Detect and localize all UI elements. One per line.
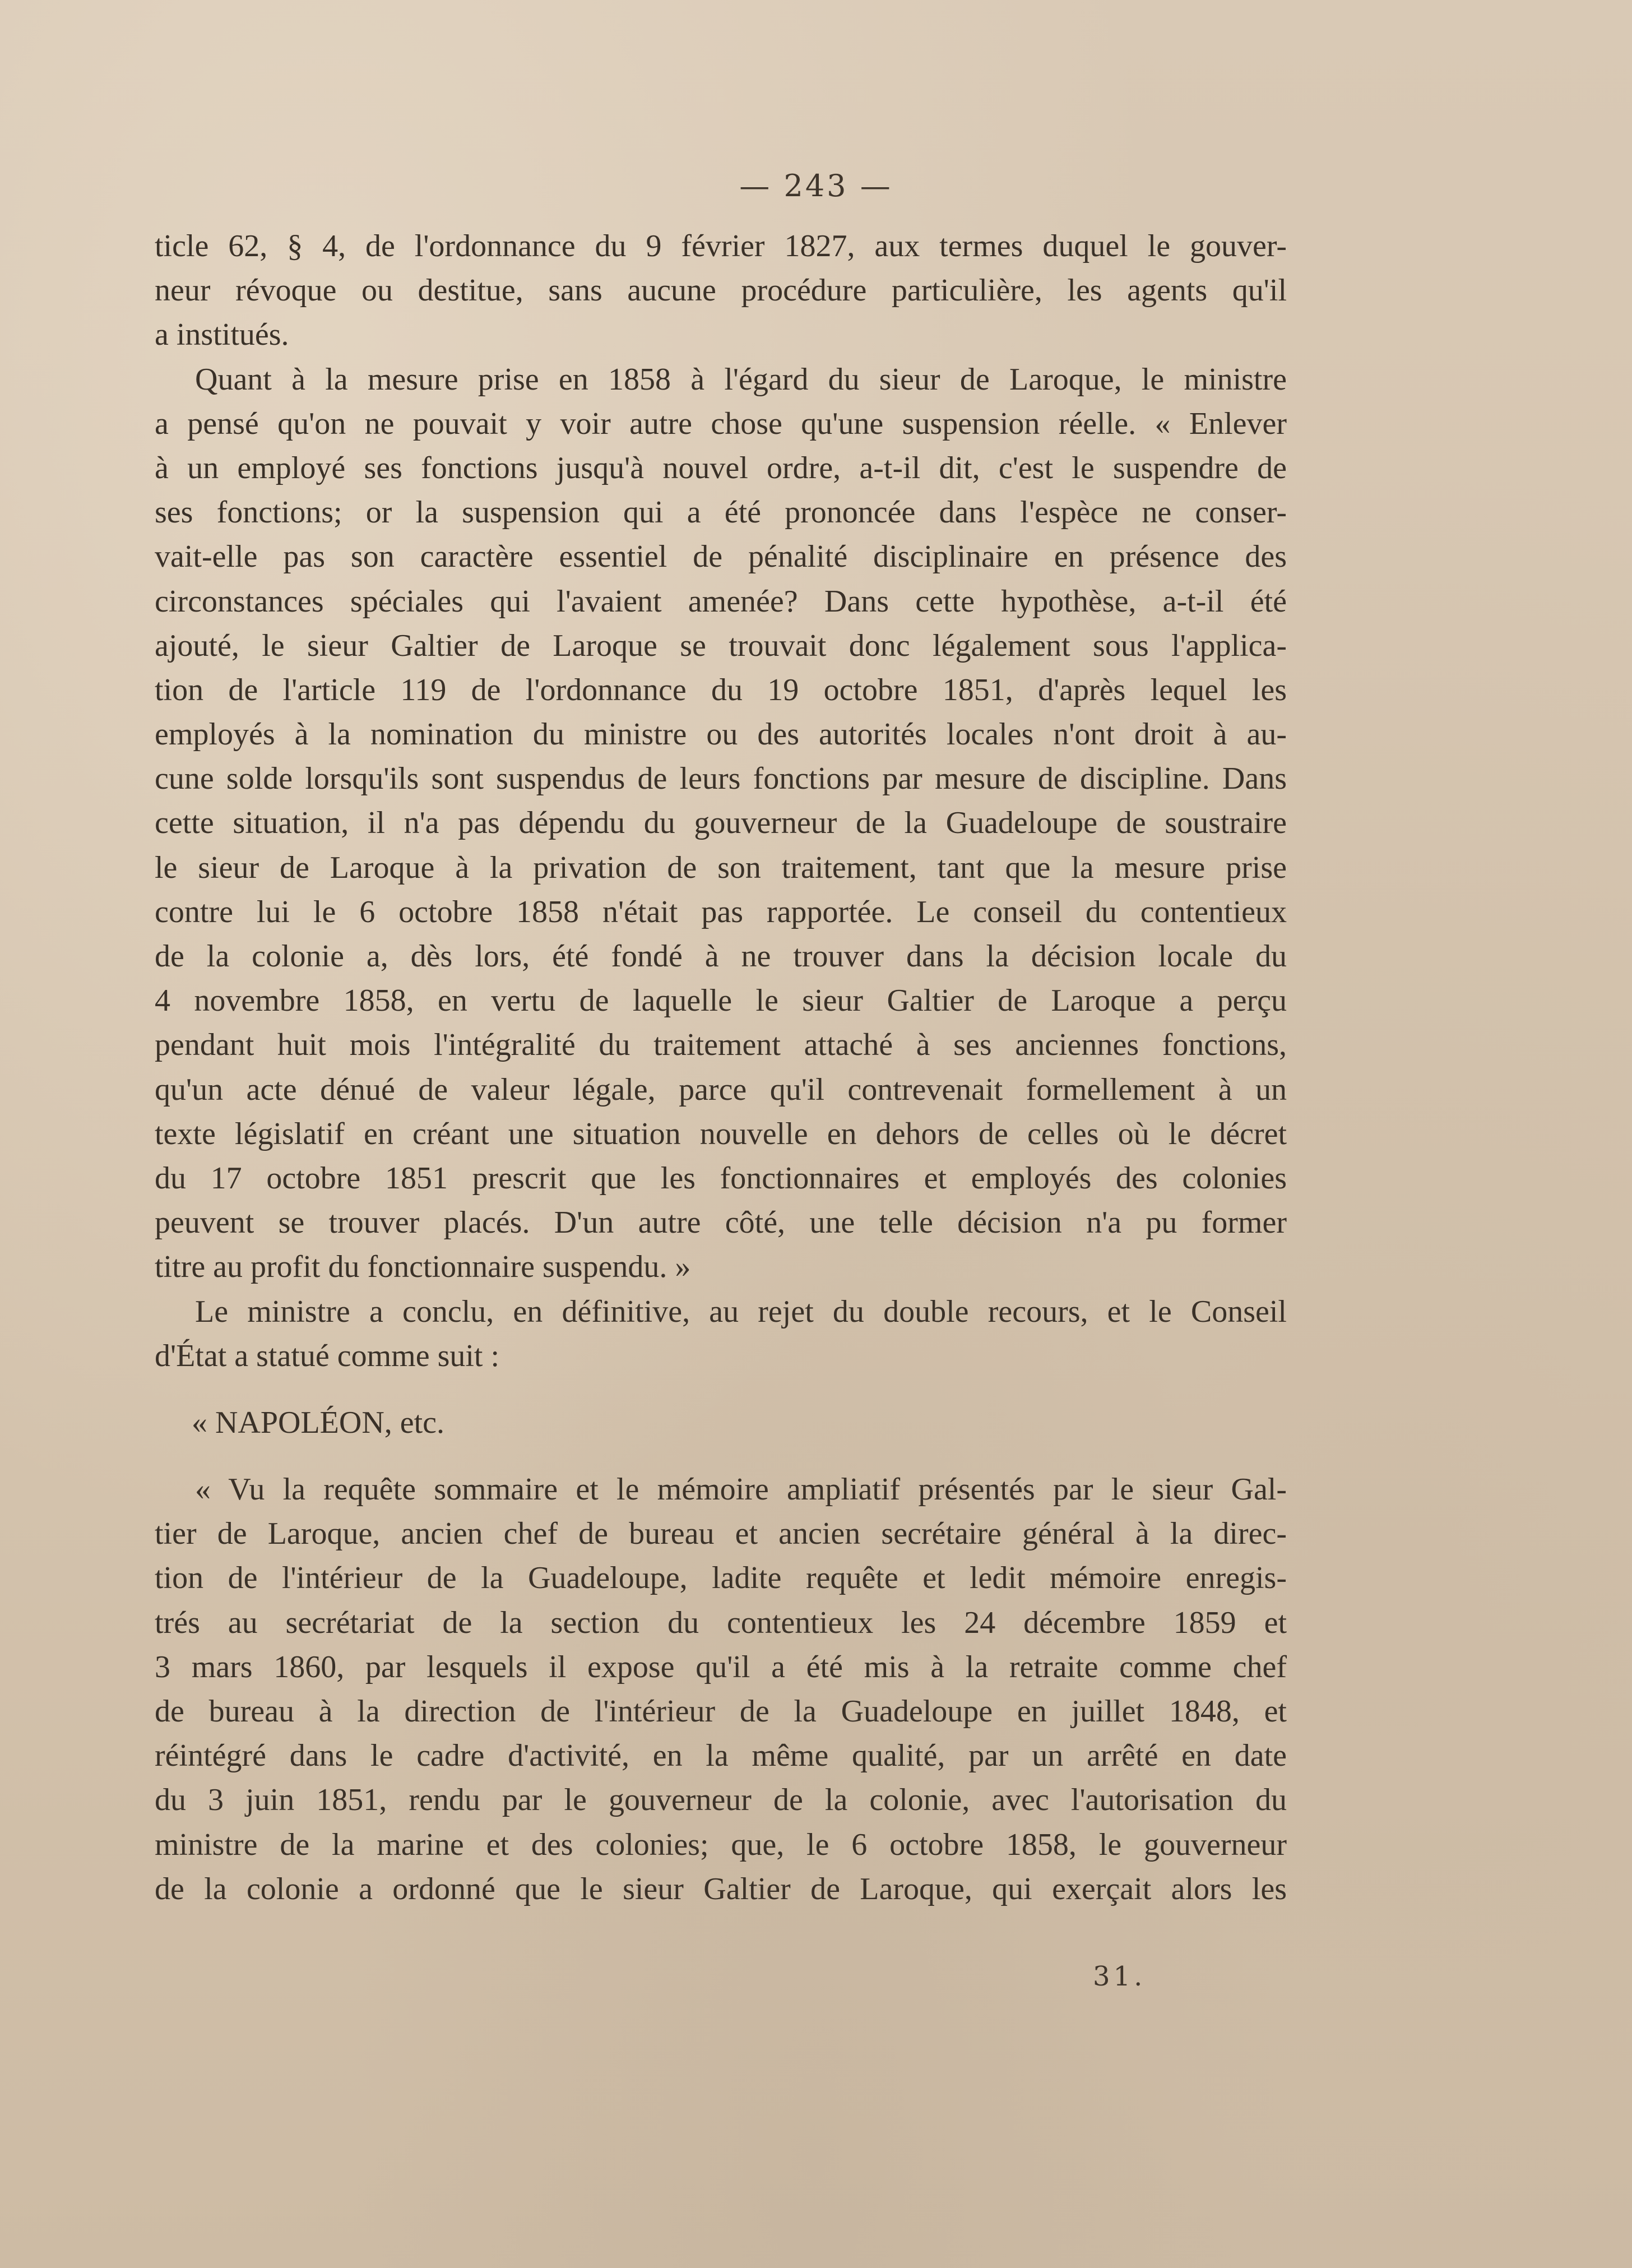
spacer [155, 1445, 1287, 1468]
text-line: ses fonctions; or la suspension qui a été prononcée dans l'espèce ne conser- [155, 495, 1287, 530]
text-line: ministre de la marine et des colonies; que, le 6 octobre 1858, le gouverneur [155, 1827, 1287, 1862]
text-line: vait-elle pas son caractère essentiel de pénalité disciplinaire en présence des [155, 539, 1287, 575]
text-line: a institués. [155, 317, 289, 353]
text-line: ticle 62, § 4, de l'ordonnance du 9 février 1827, aux termes duquel le gouver- [155, 229, 1287, 263]
text-line: tier de Laroque, ancien chef de bureau et ancien secrétaire général à la direc- [155, 1516, 1287, 1552]
text-line: du 3 juin 1851, rendu par le gouverneur de la colonie, avec l'autorisation du [155, 1783, 1287, 1818]
text-line: neur révoque ou destitue, sans aucune procédure particulière, les agents qu'il [155, 273, 1287, 308]
text-line: réintégré dans le cadre d'activité, en la même qualité, par un arrêté en date [155, 1738, 1287, 1774]
text-line: trés au secrétariat de la section du contentieux les 24 décembre 1859 et [155, 1605, 1287, 1640]
text-line: qu'un acte dénué de valeur légale, parce qu'il contrevenait formellement à un [155, 1072, 1287, 1107]
text-line: cune solde lorsqu'ils sont suspendus de leurs fonctions par mesure de discipline. Dans [155, 761, 1287, 797]
text-line: du 17 octobre 1851 prescrit que les fonctionnaires et employés des colonies [155, 1160, 1287, 1196]
text-line: texte législatif en créant une situation nouvelle en dehors de celles où le décret [155, 1116, 1287, 1151]
text-line: employés à la nomination du ministre ou des autorités locales n'ont droit à au- [155, 717, 1287, 752]
text-line: peuvent se trouver placés. D'un autre côté, une telle décision n'a pu former [155, 1205, 1287, 1241]
text-line: 4 novembre 1858, en vertu de laquelle le sieur Galtier de Laroque a perçu [155, 983, 1287, 1019]
page-number: — 243 — [739, 168, 893, 203]
text-line: de la colonie a, dès lors, été fondé à ne trouver dans la décision locale du [155, 939, 1287, 974]
body-text [155, 224, 1287, 1911]
text-line: cette situation, il n'a pas dépendu du gouverneur de la Guadeloupe de soustraire [155, 806, 1287, 841]
text-line: titre au profit du fonctionnaire suspendu. » [155, 1249, 691, 1285]
signature-mark: 31. [1093, 1961, 1146, 1992]
text-line: ajouté, le sieur Galtier de Laroque se trouvait donc légalement sous l'applica- [155, 628, 1287, 663]
text-line: le sieur de Laroque à la privation de son traitement, tant que la mesure prise [155, 850, 1287, 885]
decree-heading: « NAPOLÉON, etc. [192, 1405, 445, 1440]
text-line: Quant à la mesure prise en 1858 à l'égard du sieur de Laroque, le ministre [195, 362, 1287, 397]
text-line: circonstances spéciales qui l'avaient amenée? Dans cette hypothèse, a-t-il été [155, 584, 1287, 619]
text-line: pendant huit mois l'intégralité du traitement attaché à ses anciennes fonctions, [155, 1027, 1287, 1063]
text-line: « Vu la requête sommaire et le mémoire ampliatif présentés par le sieur Gal- [195, 1472, 1287, 1507]
spacer [155, 1378, 1287, 1401]
text-line: d'État a statué comme suit : [155, 1338, 500, 1373]
text-line: 3 mars 1860, par lesquels il expose qu'il a été mis à la retraite comme chef [155, 1649, 1287, 1684]
text-line: a pensé qu'on ne pouvait y voir autre chose qu'une suspension réelle. « Enlever [155, 406, 1287, 441]
text-line: tion de l'article 119 de l'ordonnance du 19 octobre 1851, d'après lequel les [155, 672, 1287, 707]
text-line: tion de l'intérieur de la Guadeloupe, ladite requête et ledit mémoire enregis- [155, 1561, 1287, 1596]
text-line: Le ministre a conclu, en définitive, au rejet du double recours, et le Conseil [195, 1294, 1287, 1329]
text-line: à un employé ses fonctions jusqu'à nouvel ordre, a-t-il dit, c'est le suspendre de [155, 450, 1287, 485]
text-line: de la colonie a ordonné que le sieur Galtier de Laroque, qui exerçait alors les [155, 1871, 1287, 1906]
text-line: de bureau à la direction de l'intérieur de la Guadeloupe en juillet 1848, et [155, 1694, 1287, 1729]
text-line: contre lui le 6 octobre 1858 n'était pas rapportée. Le conseil du contentieux [155, 894, 1287, 929]
